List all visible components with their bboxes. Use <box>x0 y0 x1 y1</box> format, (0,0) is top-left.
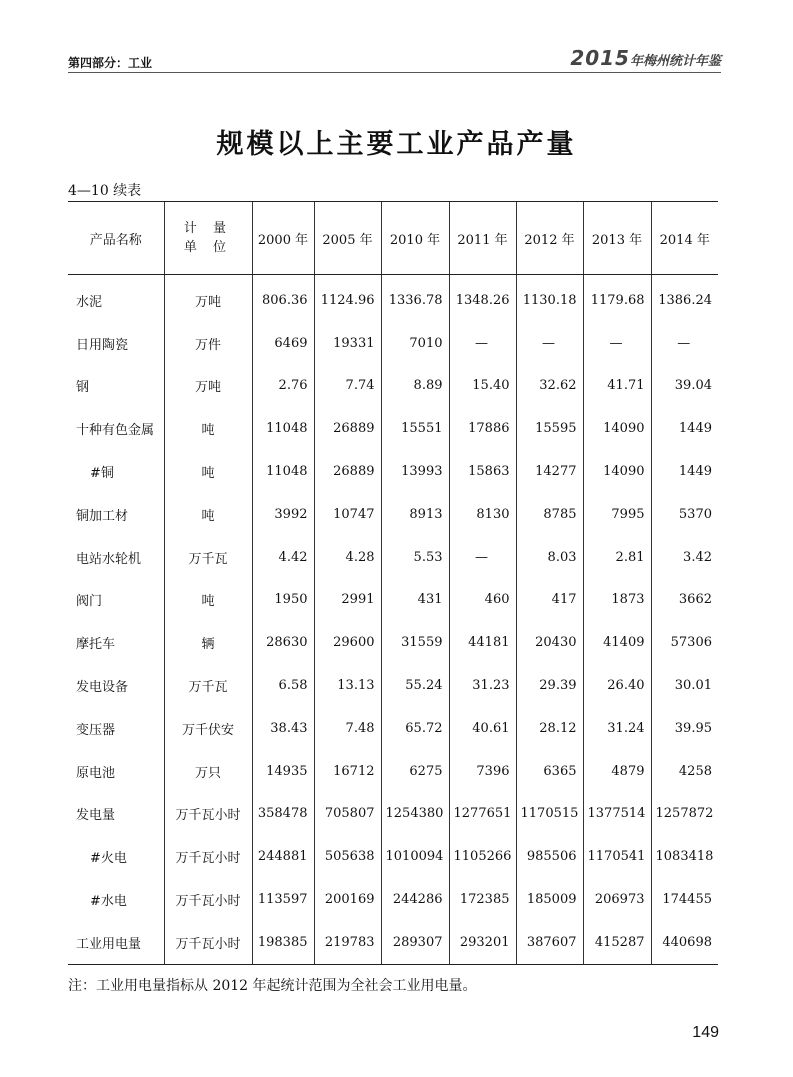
value-cell: 705807 <box>314 793 381 836</box>
col-header-year: 2014 年 <box>651 202 718 275</box>
yearbook-title <box>570 46 721 70</box>
product-name-cell: 铜加工材 <box>76 508 129 524</box>
unit-cell: 万千瓦小时 <box>164 921 252 964</box>
value-cell: 19331 <box>314 322 381 365</box>
value-cell: 174455 <box>651 878 718 921</box>
table-row <box>68 835 718 878</box>
product-name-cell: 变压器 <box>76 722 116 738</box>
table-row <box>68 921 718 964</box>
table-row <box>68 322 718 365</box>
value-cell: 15863 <box>449 450 516 493</box>
value-cell: 2.81 <box>583 536 651 579</box>
unit-cell: 万吨 <box>164 275 252 322</box>
value-cell: 219783 <box>314 921 381 964</box>
value-cell: 15595 <box>516 407 583 450</box>
value-cell: 1083418 <box>651 835 718 878</box>
table-row <box>68 579 718 622</box>
value-cell: 1179.68 <box>583 275 651 322</box>
value-cell: 289307 <box>381 921 449 964</box>
value-cell: 26.40 <box>583 664 651 707</box>
value-cell: 1873 <box>583 579 651 622</box>
unit-cell: 万千瓦 <box>164 536 252 579</box>
value-cell: 1105266 <box>449 835 516 878</box>
value-cell: — <box>516 322 583 365</box>
product-name-cell: 摩托车 <box>76 637 116 653</box>
unit-cell: 万只 <box>164 750 252 793</box>
value-cell: — <box>449 536 516 579</box>
value-cell: 4.42 <box>252 536 314 579</box>
value-cell: 7396 <box>449 750 516 793</box>
value-cell: 431 <box>381 579 449 622</box>
value-cell: 29600 <box>314 621 381 664</box>
unit-cell: 万千瓦小时 <box>164 793 252 836</box>
value-cell: 1449 <box>651 407 718 450</box>
table-row <box>68 407 718 450</box>
value-cell: 1010094 <box>381 835 449 878</box>
value-cell: 4879 <box>583 750 651 793</box>
value-cell: 7.74 <box>314 365 381 408</box>
table-number: 4—10 续表 <box>68 183 142 199</box>
table-row <box>68 365 718 408</box>
col-header-year: 2000 年 <box>252 202 314 275</box>
value-cell: 26889 <box>314 407 381 450</box>
unit-cell: 万千瓦小时 <box>164 835 252 878</box>
value-cell: 11048 <box>252 407 314 450</box>
table-row <box>68 750 718 793</box>
value-cell: 15551 <box>381 407 449 450</box>
col-header-year: 2011 年 <box>449 202 516 275</box>
value-cell: — <box>651 322 718 365</box>
product-name-cell: 水泥 <box>76 294 103 310</box>
value-cell: 185009 <box>516 878 583 921</box>
value-cell: 3662 <box>651 579 718 622</box>
value-cell: 1277651 <box>449 793 516 836</box>
value-cell: 41409 <box>583 621 651 664</box>
header-divider <box>68 72 721 73</box>
value-cell: 31.23 <box>449 664 516 707</box>
col-header-unit-line2: 单 位 <box>183 240 233 255</box>
value-cell: 11048 <box>252 450 314 493</box>
col-header-year: 2005 年 <box>314 202 381 275</box>
value-cell: 4258 <box>651 750 718 793</box>
col-header-year: 2010 年 <box>381 202 449 275</box>
value-cell: 31.24 <box>583 707 651 750</box>
table-row <box>68 536 718 579</box>
product-name-cell: 工业用电量 <box>68 921 164 964</box>
production-table <box>68 201 718 965</box>
value-cell: 1124.96 <box>314 275 381 322</box>
value-cell: 32.62 <box>516 365 583 408</box>
value-cell: 8.03 <box>516 536 583 579</box>
value-cell: 172385 <box>449 878 516 921</box>
value-cell: 8.89 <box>381 365 449 408</box>
value-cell: — <box>449 322 516 365</box>
value-cell: 1254380 <box>381 793 449 836</box>
col-header-unit <box>164 202 252 275</box>
col-header-year: 2012 年 <box>516 202 583 275</box>
value-cell: 20430 <box>516 621 583 664</box>
value-cell: 1377514 <box>583 793 651 836</box>
value-cell: 1950 <box>252 579 314 622</box>
unit-cell: 吨 <box>164 579 252 622</box>
value-cell: 65.72 <box>381 707 449 750</box>
footnote: 注：工业用电量指标从 2012 年起统计范围为全社会工业用电量。 <box>68 978 477 994</box>
value-cell: 1386.24 <box>651 275 718 322</box>
value-cell: 38.43 <box>252 707 314 750</box>
table-row <box>68 450 718 493</box>
value-cell: 387607 <box>516 921 583 964</box>
value-cell: 2991 <box>314 579 381 622</box>
value-cell: 41.71 <box>583 365 651 408</box>
value-cell: 17886 <box>449 407 516 450</box>
value-cell: 505638 <box>314 835 381 878</box>
product-name-cell: #火电 <box>90 851 127 867</box>
value-cell: 14277 <box>516 450 583 493</box>
value-cell: 3992 <box>252 493 314 536</box>
table-row <box>68 621 718 664</box>
value-cell: 6275 <box>381 750 449 793</box>
product-name-cell: #铜 <box>90 466 114 482</box>
table-header-row <box>68 202 718 275</box>
value-cell: 15.40 <box>449 365 516 408</box>
value-cell: 806.36 <box>252 275 314 322</box>
value-cell: 28630 <box>252 621 314 664</box>
value-cell: 293201 <box>449 921 516 964</box>
value-cell: 6469 <box>252 322 314 365</box>
section-label: 第四部分：工业 <box>68 56 153 70</box>
value-cell: 113597 <box>252 878 314 921</box>
value-cell: 1170541 <box>583 835 651 878</box>
value-cell: 5370 <box>651 493 718 536</box>
table-row <box>68 493 718 536</box>
value-cell: 244881 <box>252 835 314 878</box>
value-cell: 985506 <box>516 835 583 878</box>
unit-cell: 万千瓦 <box>164 664 252 707</box>
yearbook-year: 2015 <box>570 46 630 70</box>
value-cell: 14090 <box>583 450 651 493</box>
unit-cell: 吨 <box>164 450 252 493</box>
value-cell: 57306 <box>651 621 718 664</box>
value-cell: 206973 <box>583 878 651 921</box>
table-row <box>68 664 718 707</box>
table-row <box>68 878 718 921</box>
product-name-cell: 日用陶瓷 <box>76 337 129 353</box>
value-cell: 28.12 <box>516 707 583 750</box>
value-cell: 1170515 <box>516 793 583 836</box>
table-body <box>68 275 718 965</box>
value-cell: 44181 <box>449 621 516 664</box>
value-cell: 1257872 <box>651 793 718 836</box>
value-cell: 1449 <box>651 450 718 493</box>
value-cell: 5.53 <box>381 536 449 579</box>
value-cell: 6365 <box>516 750 583 793</box>
product-name-cell: #水电 <box>90 894 127 910</box>
value-cell: 1348.26 <box>449 275 516 322</box>
unit-cell: 万吨 <box>164 365 252 408</box>
value-cell: 198385 <box>252 921 314 964</box>
value-cell: 26889 <box>314 450 381 493</box>
value-cell: 6.58 <box>252 664 314 707</box>
value-cell: 39.95 <box>651 707 718 750</box>
unit-cell: 吨 <box>164 407 252 450</box>
value-cell: 7995 <box>583 493 651 536</box>
product-name-cell: 阀门 <box>76 594 103 610</box>
value-cell: 8785 <box>516 493 583 536</box>
value-cell: 13993 <box>381 450 449 493</box>
product-name-cell: 电站水轮机 <box>76 551 142 567</box>
table-row <box>68 793 718 836</box>
product-name-cell: 十种有色金属 <box>76 423 155 439</box>
col-header-name: 产品名称 <box>68 202 164 275</box>
value-cell: 55.24 <box>381 664 449 707</box>
value-cell: 40.61 <box>449 707 516 750</box>
value-cell: 1130.18 <box>516 275 583 322</box>
value-cell: 2.76 <box>252 365 314 408</box>
product-name-cell: 发电量 <box>76 808 116 824</box>
value-cell: 16712 <box>314 750 381 793</box>
value-cell: 13.13 <box>314 664 381 707</box>
value-cell: 7.48 <box>314 707 381 750</box>
unit-cell: 万千伏安 <box>164 707 252 750</box>
value-cell: 8913 <box>381 493 449 536</box>
product-name-cell: 发电设备 <box>76 680 129 696</box>
unit-cell: 万千瓦小时 <box>164 878 252 921</box>
page-number: 149 <box>692 1024 719 1041</box>
table-row <box>68 707 718 750</box>
value-cell: — <box>583 322 651 365</box>
col-header-unit-line1: 计 量 <box>183 221 233 236</box>
unit-cell: 辆 <box>164 621 252 664</box>
value-cell: 30.01 <box>651 664 718 707</box>
product-name-cell: 钢 <box>76 380 90 396</box>
value-cell: 10747 <box>314 493 381 536</box>
product-name-cell: 原电池 <box>76 765 116 781</box>
value-cell: 440698 <box>651 921 718 964</box>
value-cell: 417 <box>516 579 583 622</box>
value-cell: 415287 <box>583 921 651 964</box>
value-cell: 39.04 <box>651 365 718 408</box>
page-title: 规模以上主要工业产品产量 <box>216 129 577 160</box>
table-row <box>68 275 718 322</box>
value-cell: 460 <box>449 579 516 622</box>
value-cell: 244286 <box>381 878 449 921</box>
value-cell: 200169 <box>314 878 381 921</box>
value-cell: 358478 <box>252 793 314 836</box>
unit-cell: 万件 <box>164 322 252 365</box>
yearbook-name: 年梅州统计年鉴 <box>629 54 721 69</box>
col-header-year: 2013 年 <box>583 202 651 275</box>
value-cell: 29.39 <box>516 664 583 707</box>
value-cell: 14935 <box>252 750 314 793</box>
unit-cell: 吨 <box>164 493 252 536</box>
value-cell: 3.42 <box>651 536 718 579</box>
value-cell: 8130 <box>449 493 516 536</box>
value-cell: 1336.78 <box>381 275 449 322</box>
value-cell: 4.28 <box>314 536 381 579</box>
value-cell: 7010 <box>381 322 449 365</box>
value-cell: 31559 <box>381 621 449 664</box>
value-cell: 14090 <box>583 407 651 450</box>
